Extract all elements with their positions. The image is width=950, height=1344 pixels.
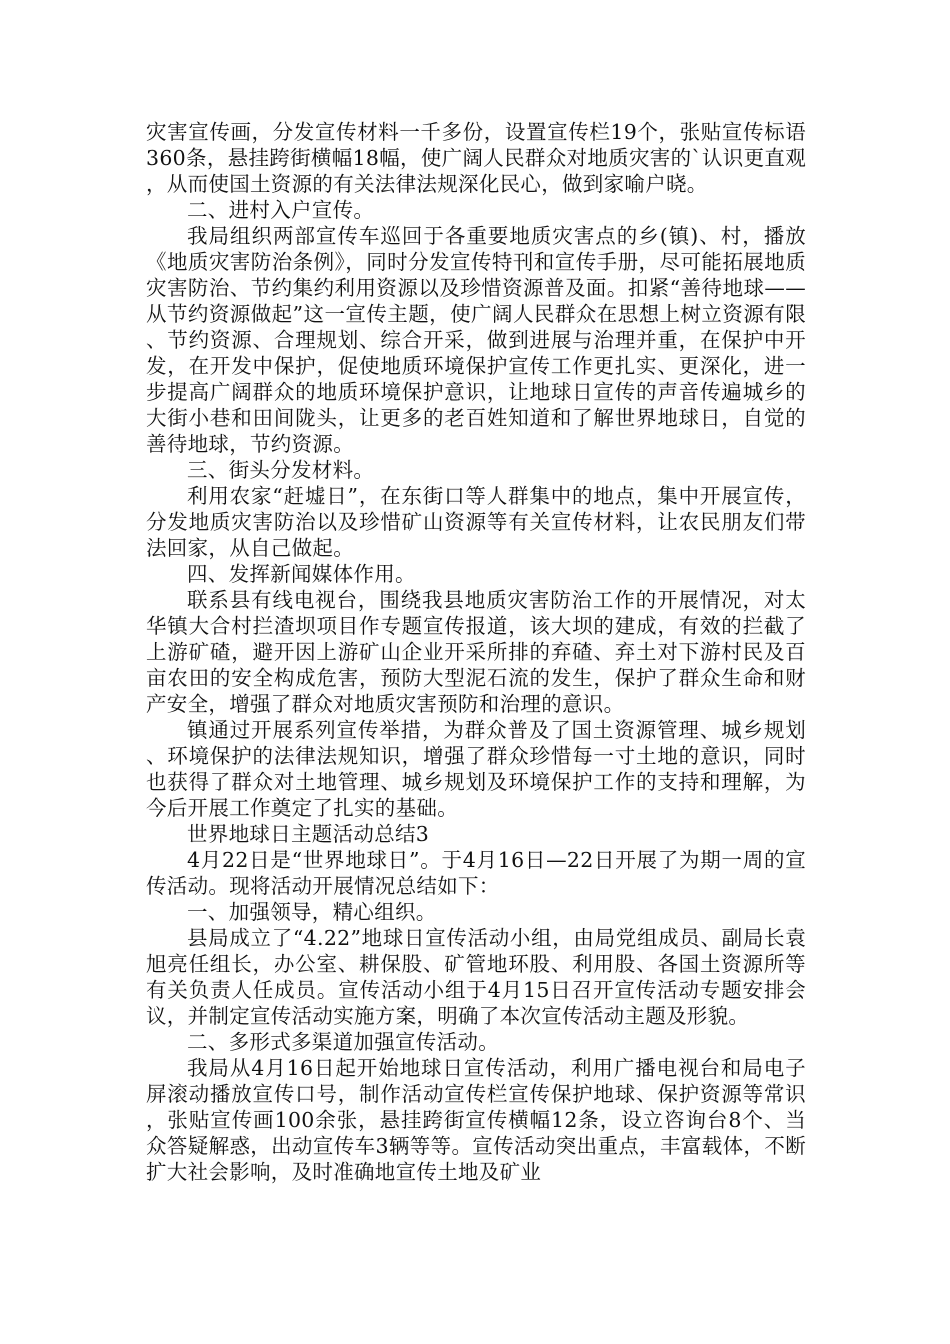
paragraph-news-media: 联系县有线电视台，围绕我县地质灾害防治工作的开展情况，对太华镇大合村拦渣坝项目作专题宣传报道，该大坝的建成，有效的拦截了上游矿碴，避开因上游矿山企业开采所排的弃碴、弃土对下游村民及百亩农田的安全构成危害，预防大型泥石流的发生，保护了群众生命和财产安全，增强了群众对地质灾害预防和治理的意识。 [146, 588, 806, 716]
paragraph-continuation: 灾害宣传画，分发宣传材料一千多份，设置宣传栏19个，张贴宣传标语360条，悬挂跨街横幅18幅，使广阔人民群众对地质灾害的`认识更直观，从而使国土资源的有关法律法规深化民心，做到家喻户晓。 [146, 120, 806, 196]
document-body [146, 119, 806, 1185]
document-title-summary-3: 世界地球日主题活动总结3 [187, 822, 430, 846]
section-heading-multichannel: 二、多形式多渠道加强宣传活动。 [187, 1030, 499, 1054]
section-heading-news-media: 四、发挥新闻媒体作用。 [187, 562, 416, 586]
paragraph-multichannel: 我局从4月16日起开始地球日宣传活动，利用广播电视台和局电子屏滚动播放宣传口号，制作活动宣传栏宣传保护地球、保护资源等常识，张贴宣传画100余张，悬挂跨街宣传横幅12条，设立咨询台8个、当众答疑解惑，出动宣传车3辆等等。宣传活动突出重点，丰富载体，不断扩大社会影响，及时准确地宣传土地及矿业 [146, 1056, 806, 1184]
paragraph-intro: 4月22日是“世界地球日”。于4月16日—22日开展了为期一周的宣传活动。现将活动开展情况总结如下： [146, 848, 806, 898]
section-heading-leadership: 一、加强领导，精心组织。 [187, 900, 437, 924]
paragraph-town-summary: 镇通过开展系列宣传举措，为群众普及了国土资源管理、城乡规划、环境保护的法律法规知识，增强了群众珍惜每一寸土地的意识，同时也获得了群众对土地管理、城乡规划及环境保护工作的支持和理解，为今后开展工作奠定了扎实的基础。 [146, 718, 806, 820]
paragraph-village-visits: 我局组织两部宣传车巡回于各重要地质灾害点的乡(镇)、村，播放《地质灾害防治条例》，同时分发宣传特刊和宣传手册，尽可能拓展地质灾害防治、节约集约利用资源以及珍惜资源普及面。扣紧“善待地球——从节约资源做起”这一宣传主题，使广阔人民群众在思想上树立资源有限、节约资源、合理规划、综合开采，做到进展与治理并重，在保护中开发，在开发中保护，促使地质环境保护宣传工作更扎实、更深化，进一步提高广阔群众的地质环境保护意识，让地球日宣传的声音传遍城乡的大街小巷和田间陇头，让更多的老百姓知道和了解世界地球日，自觉的善待地球，节约资源。 [146, 224, 806, 456]
section-heading-street-distribution: 三、街头分发材料。 [187, 458, 375, 482]
paragraph-leadership: 县局成立了“4.22”地球日宣传活动小组，由局党组成员、副局长袁旭亮任组长，办公室、耕保股、矿管地环股、利用股、各国土资源所等有关负责人任成员。宣传活动小组于4月15日召开宣传活动专题安排会议，并制定宣传活动实施方案，明确了本次宣传活动主题及形貌。 [146, 926, 806, 1028]
paragraph-street-distribution: 利用农家“赶墟日”，在东街口等人群集中的地点，集中开展宣传，分发地质灾害防治以及珍惜矿山资源等有关宣传材料，让农民朋友们带法回家，从自己做起。 [146, 484, 806, 560]
section-heading-village-visits: 二、进村入户宣传。 [187, 198, 375, 222]
